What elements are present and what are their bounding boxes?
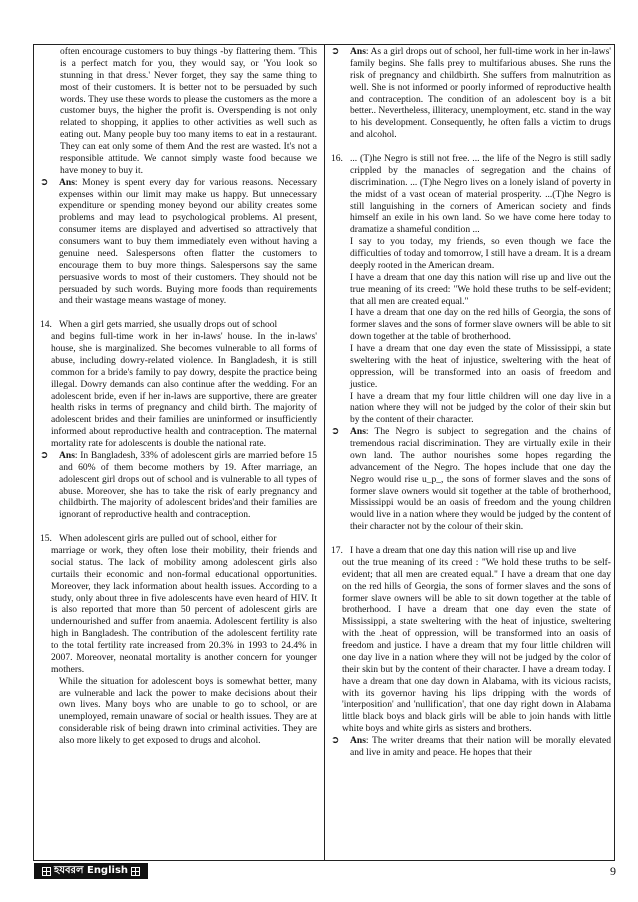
question-paragraph: I have a dream that my four little children will one day live in a nation where they will not be judged by the color of their skin but by the content of their character. xyxy=(350,390,611,426)
answer-14 xyxy=(40,450,317,521)
left-column xyxy=(40,46,317,747)
page-frame xyxy=(33,44,615,861)
footer-brand xyxy=(34,863,148,879)
answer-16 xyxy=(331,426,611,533)
question-paragraph: ... (T)he Negro is still not free. ... the life of the Negro is still sadly crippled by the manacles of segregation and the chains of discrimination. ... (T)he Negro lives on a lonely island of poverty in the midst of a vast ocean of material prosperity. ...(T)he Negro is still languishing in the corners of American society and finds himself an exile in his own land. So we have come here today to dramatize a shameful condition ... xyxy=(350,153,611,236)
arrow-right-icon: ➲ xyxy=(40,176,49,188)
question-15 xyxy=(40,533,317,747)
answer-text: : Money is spent every day for various reasons. Necessary expenses within our limit may make us happy. But unnecessary expenditure or spending money beyond our ability creates some problems and may lead to psychological problems. Al present, consumer items are displayed and advertised so attractively that consumers want to buy them immediately even without having a genuine need. Salespersons often flatter the customers to encourage them to buy more things. Salespersons say the same persuasive words to most of their customers. They should not be persuaded by such words. Buying more foods than requirements and their wastage means wastage of money. xyxy=(59,176,317,307)
question-paragraph: I have a dream that one day even the state of Mississippi, a state sweltering with the heat of injustice, sweltering with the heat of oppression, will be transformed into an oasis of freedom and justice. xyxy=(350,343,611,390)
question-number: 15. xyxy=(40,533,52,545)
answer-label: Ans xyxy=(350,735,366,746)
question-paragraph: I have a dream that one day on the red hills of Georgia, the sons of former slaves and the sons of former slave owners will be able to sit down together at the table of brotherhood. xyxy=(350,307,611,343)
answer-13 xyxy=(40,177,317,308)
answer-label: Ans xyxy=(350,46,366,57)
question-first-line: When adolescent girls are pulled out of school, either for xyxy=(59,533,277,545)
page-number: 9 xyxy=(610,864,616,878)
question-first-line: I have a dream that one day this nation will rise up and live xyxy=(350,545,577,556)
question-number: 17. xyxy=(331,545,343,556)
question-number: 14. xyxy=(40,319,52,331)
question-16 xyxy=(331,153,611,426)
answer-label: Ans xyxy=(59,449,75,461)
answer-text: : The writer dreams that their nation will be morally elevated and live in amity and peace. He hopes that their xyxy=(350,735,611,758)
answer-text: : In Bangladesh, 33% of adolescent girls are married before 15 and 60% of them become mothers by 19. After marriage, an adolescent girl drops out of school and is vulnerable to all types of abuse. Moreover, she has to take the risk of early pregnancy and childbirth. The majority of adolescent brides'and their families are ignorant of reproductive health and contraception. xyxy=(59,449,317,521)
answer-15 xyxy=(331,46,611,141)
arrow-right-icon: ➲ xyxy=(331,426,340,438)
grid-icon xyxy=(42,867,51,876)
column-divider xyxy=(324,45,325,860)
answer-text: : The Negro is subject to segregation and the chains of tremendous racial discrimination. They are virtually exile in their own land. The author nourishes some hopes regarding the advancement of the Negro. The hopes include that one day the Negro would rise u_p_, the sons of former slaves and the sons of former slave owners would sit together at the table of brotherhood, Mississippi would be an oasis of freedom and the young children would live in a nation where they would be judged by the content of their character not by the colour of their skin. xyxy=(350,426,611,533)
question-14 xyxy=(40,319,317,450)
arrow-right-icon: ➲ xyxy=(331,46,340,57)
answer-17 xyxy=(331,735,611,759)
arrow-right-icon: ➲ xyxy=(331,735,340,746)
answer-label: Ans xyxy=(59,176,75,188)
answer-label: Ans xyxy=(350,426,366,438)
arrow-right-icon: ➲ xyxy=(40,449,49,461)
right-column xyxy=(331,46,611,759)
question-text: and begins full-time work in her in-laws' house. In the in-laws' house, she is marginalized. She becomes vulnerable to all forms of abuse, including dowry-related violence. In Bangladesh, it is still common for a bride's family to pay dowry, despite the practice being illegal. Dowry demands can also continue after the wedding. For an adolescent bride, even if her in-laws are supportive, there are greater health risks in terms of pregnancy and child birth. The majority of adolescent brides and their families are uninformed or insufficiently informed about reproductive health and contraception. The maternal mortality rate for adolescents is double the national rate. xyxy=(51,331,317,449)
continued-paragraph xyxy=(40,46,317,177)
question-number: 16. xyxy=(331,153,343,164)
question-paragraph: I say to you today, my friends, so even though we face the difficulties of today and tomorrow, I still have a dream. It is a dream deeply rooted in the American dream. xyxy=(350,236,611,271)
grid-icon xyxy=(131,867,140,876)
question-text: out the true meaning of its creed : "We hold these truths to be self-evident; that all men are created equal." I have a dream that one day on the red hills of Georgia, the sons of former slaves and the sons of former slave owners will be able to sit down together at the table of brotherhood. I have a dream that one day even the state of Mississippi, a state sweltering with the heat of injustice, sweltering with the .heat of oppression, will be transformed into an oasis of freedom and justice. I have a dream that my four little children will one day live in a nation where they will not be judged by the color of their skin but by the content of their character. I have a dream today. I have a dream that one day down in Alabama, with its vicious racists, with its governor having his lips dripping with the words of 'interposition' and 'nullification', that one day right down in Alabama little black boys and black girls will be able to join hands with little white boys and white girls as sisters and brothers. xyxy=(342,556,611,735)
question-first-line: When a girl gets married, she usually drops out of school xyxy=(59,319,278,331)
paragraph-text: often encourage customers to buy things -by flattering them. 'This is a perfect match for you, they would say, or 'You look so stunning in that dress.' Never forget, they say the same thing to most of their customers. It is better not to be persuaded by such words. They use these words to please the customers as the more a customer buys, the higher the profit is. Overspending is not only related to shopping, it applies to other activities as well such as eating out. Many people buy too many items to eat in a restaurant. They can eat only some of them And the rest are wasted. It's not a responsible attitude. We cannot simply waste food because we have money to buy it. xyxy=(60,46,317,176)
question-paragraph: I have a dream that one day this nation will rise up and live out the true meaning of its creed: "We hold these truths to be self-evident; that all men are created equal." xyxy=(350,271,611,307)
question-17 xyxy=(331,545,611,735)
question-text: marriage or work, they often lose their mobility, their friends and social status. The lack of mobility among adolescent girls also curtails their economic and non-formal educational opportunities. Moreover, they lack information about health issues. According to a study, only about three in five adolescents have even heard of HIV. It is also reported that more than 50 percent of adolescent girls are undernourished and suffer from anaemia. Adolescent fertility is also high in Bangladesh. The contribution of the adolescent fertility rate to the total fertility rate increased from 20.3% in 1993 to 24.4% in 2007. Moreover, neonatal mortality is another concern for younger mothers. xyxy=(51,545,317,675)
answer-text: : As a girl drops out of school, her full-time work in her in-laws' family begins. She falls prey to multifarious abuses. She runs the risk of pregnancy and childbirth. She suffers from malnutrition as well. She is not informed or poorly informed of reproductive health and contraception. The condition of an adolescent boy is a bit better.. Nevertheless, illiteracy, unemployment, etc. stand in the way to his development. Consequently, he often falls a victim to drugs and alcohol. xyxy=(350,46,611,141)
question-paragraph: While the situation for adolescent boys is somewhat better, many are vulnerable and lack the power to make decisions about their own lives. Many boys who are unable to go to school, or are unemployed, remain unaware of social or health issues. They are at considerable risk of being drawn into criminal activities. They are also more likely to get exposed to drugs and alcohol. xyxy=(59,675,317,746)
brand-text: হযবরল English xyxy=(53,864,129,876)
